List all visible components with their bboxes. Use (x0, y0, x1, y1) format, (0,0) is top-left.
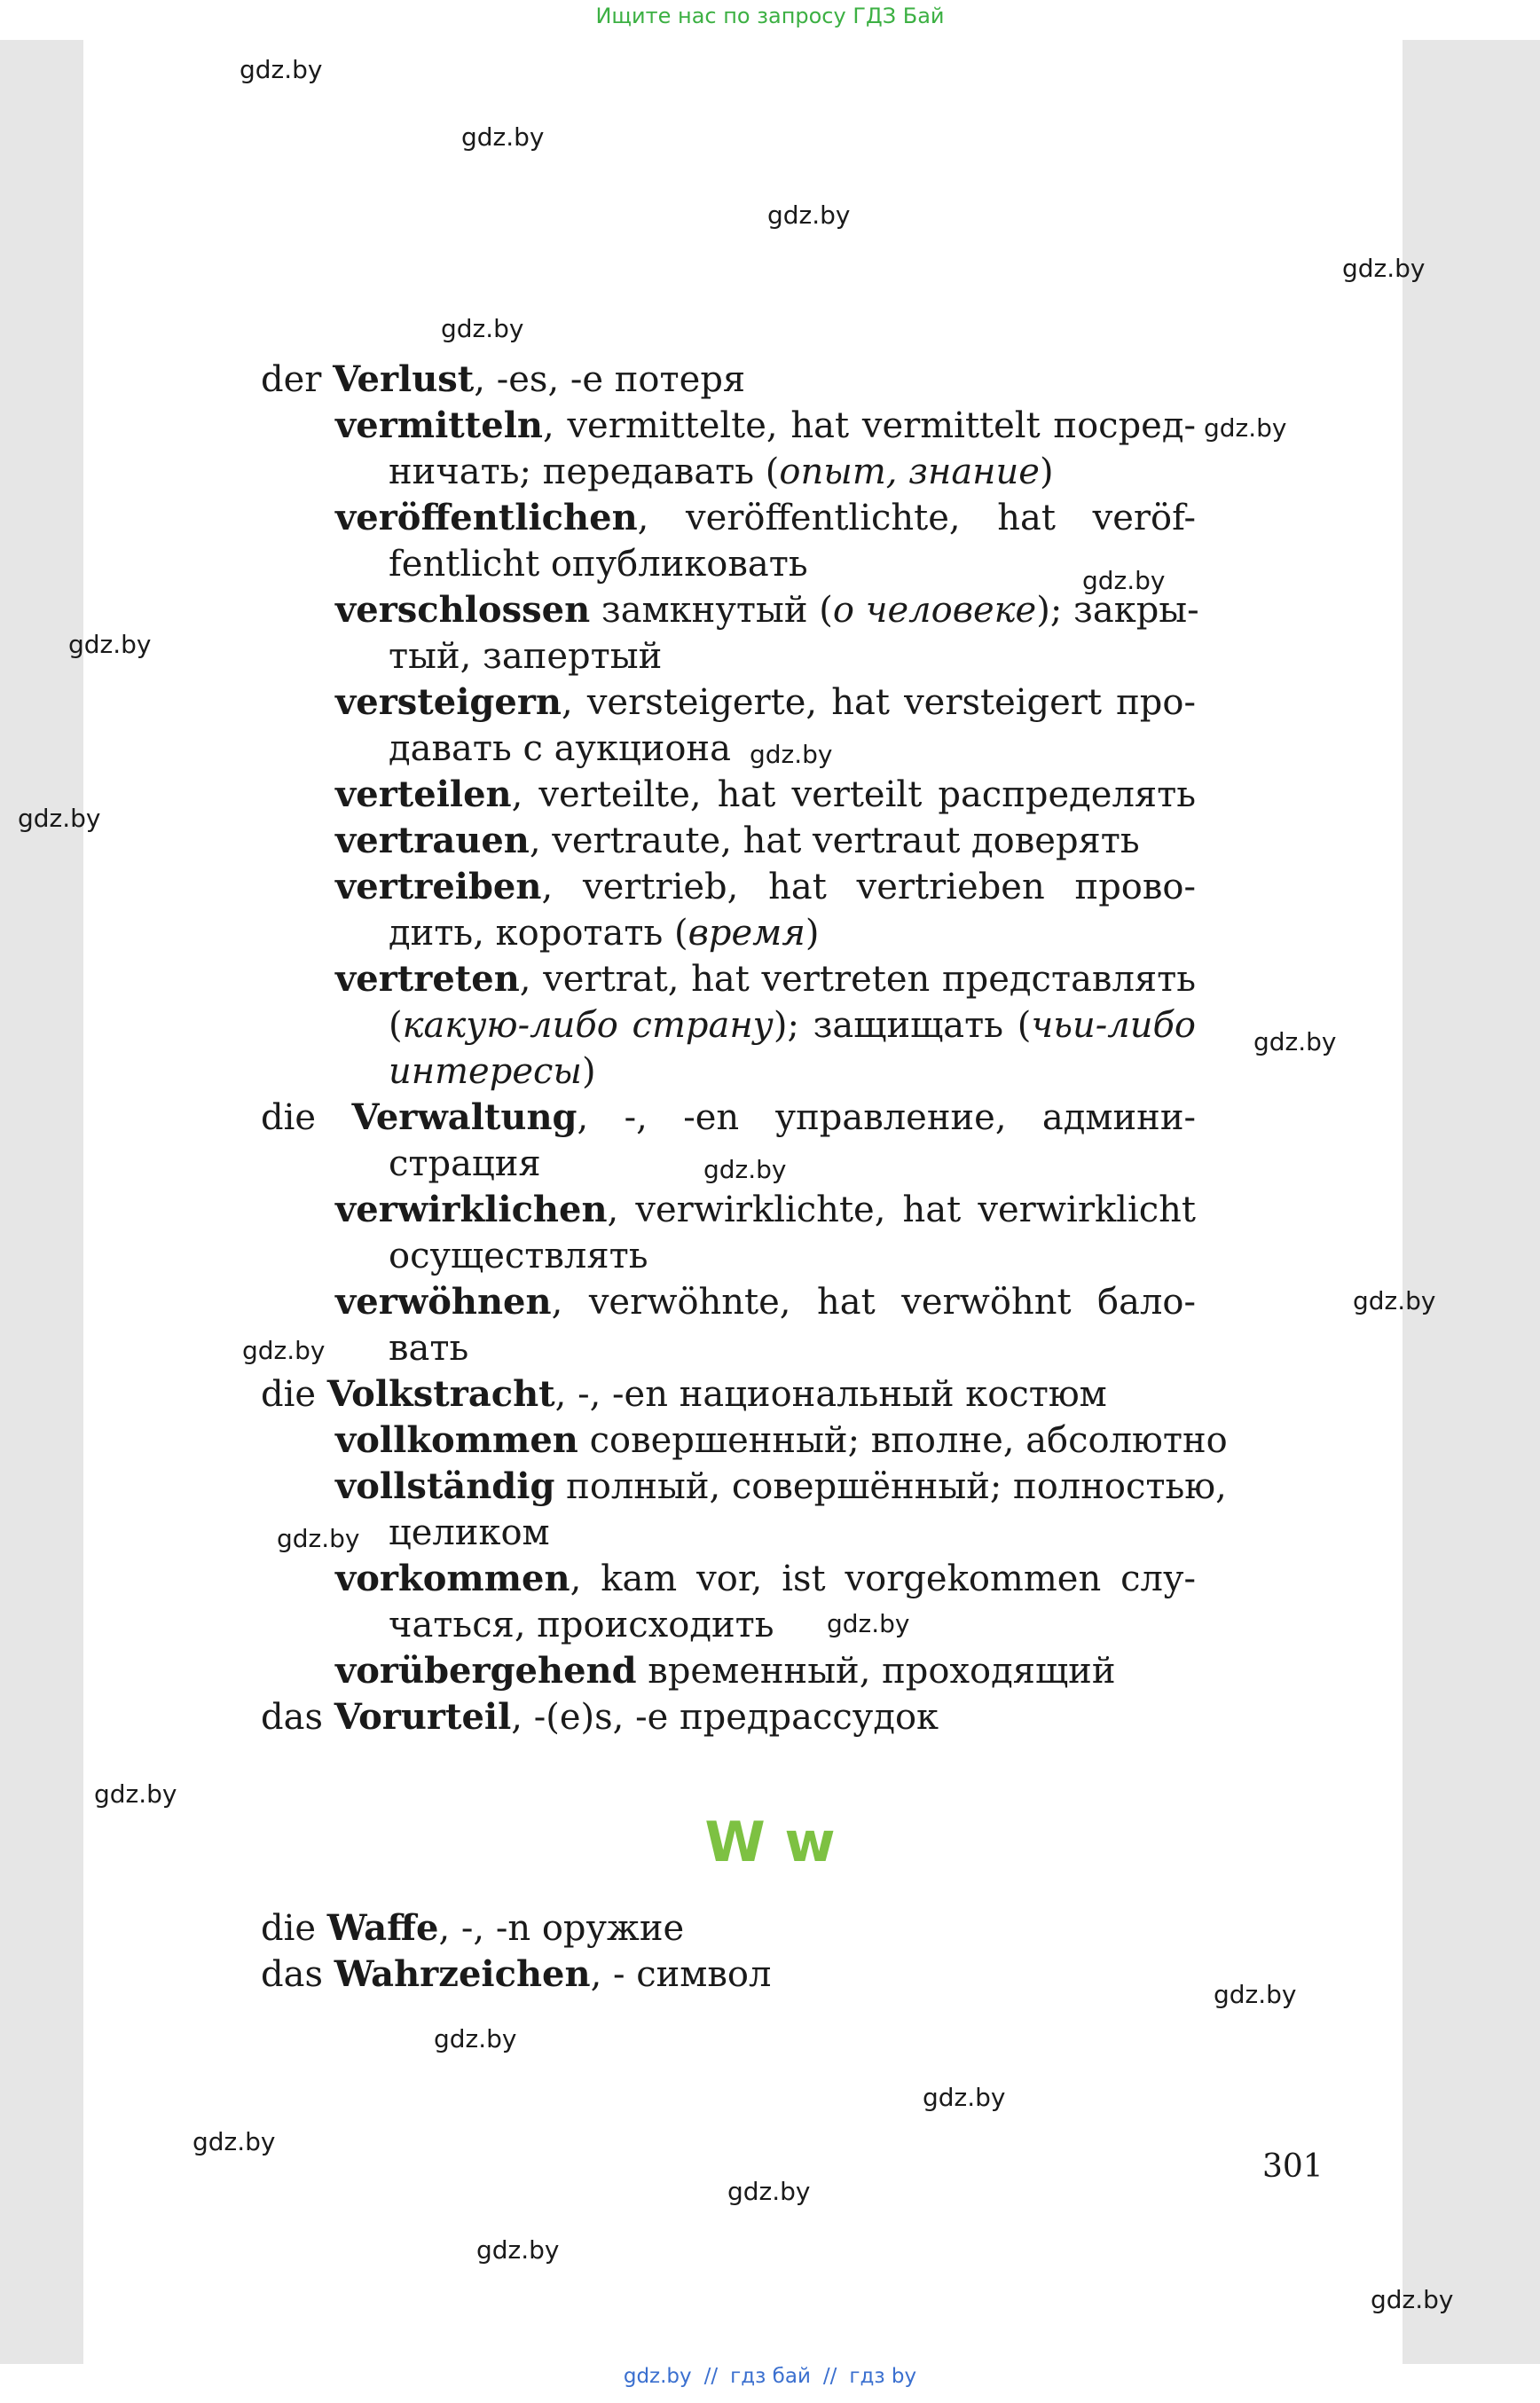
dictionary-entries-v (261, 357, 1228, 1740)
entry-line: тый, запертый (389, 636, 663, 677)
entry-line: vollkommen совершенный; вполне, абсолютно (335, 1419, 1228, 1461)
watermark: gdz.by (18, 804, 101, 833)
entry-line: vorkommen, kam vor, ist vorgekommen слу- (335, 1558, 1196, 1599)
watermark: gdz.by (703, 1155, 787, 1184)
watermark: gdz.by (240, 55, 323, 84)
footer-separator: // (822, 2365, 837, 2388)
watermark: gdz.by (94, 1779, 177, 1809)
watermark: gdz.by (277, 1524, 360, 1553)
entry-line: vollständig полный, совершённый; полностью, (335, 1465, 1227, 1507)
entry-line: verwirklichen, verwirklichte, hat verwirklicht (335, 1189, 1196, 1230)
entry-line: die Verwaltung, -, -en управление, админи- (261, 1096, 1196, 1138)
watermark: gdz.by (923, 2083, 1006, 2112)
entry-line: die Volkstracht, -, -en национальный костюм (261, 1373, 1107, 1415)
entry-line: страция (389, 1143, 541, 1184)
entry-line: дить, коротать (время) (389, 913, 820, 954)
entry-line: verschlossen замкнутый (о человеке); закры- (335, 589, 1199, 631)
watermark: gdz.by (1371, 2285, 1454, 2314)
watermark: gdz.by (461, 122, 545, 152)
watermark: gdz.by (767, 200, 851, 230)
footer-links (0, 2365, 1540, 2388)
entry-line: verwöhnen, verwöhnte, hat verwöhnt бало- (335, 1281, 1196, 1323)
entry-line: vertrauen, vertraute, hat vertraut доверять (335, 820, 1140, 861)
watermark: gdz.by (1353, 1286, 1436, 1315)
watermark: gdz.by (1214, 1980, 1297, 2009)
watermark: gdz.by (750, 740, 833, 769)
watermark: gdz.by (434, 2024, 517, 2054)
page-number: 301 (1262, 2148, 1324, 2185)
entry-line: ничать; передавать (опыт, знание) (389, 452, 1054, 492)
watermark: gdz.by (727, 2177, 811, 2206)
watermark: gdz.by (827, 1609, 910, 1638)
watermark: gdz.by (1204, 413, 1287, 443)
watermark: gdz.by (1342, 254, 1426, 283)
section-letter-heading: W w (704, 1810, 836, 1874)
footer-link-gdz-by[interactable]: gdz.by (623, 2365, 692, 2388)
entry-line: versteigern, versteigerte, hat versteigert про- (335, 681, 1196, 723)
watermark: gdz.by (441, 314, 524, 343)
entry-line: das Vorurteil, -(e)s, -e предрассудок (261, 1696, 939, 1738)
footer-link-gdz-bai[interactable]: гдз бай (730, 2365, 811, 2388)
entry-line: verteilen, verteilte, hat verteilt распределять (335, 774, 1196, 815)
entry-line: осуществлять (389, 1236, 648, 1276)
entry-line: интересы) (389, 1051, 596, 1092)
entry-line: der Verlust, -es, -e потеря (261, 358, 746, 400)
entry-line: vorübergehend временный, проходящий (335, 1650, 1116, 1692)
entry-line: (какую-либо страну); защищать (чьи-либо (389, 1005, 1196, 1046)
right-margin-band (1402, 40, 1540, 2364)
entry-line: vertreiben, vertrieb, hat vertrieben прово- (335, 866, 1196, 907)
watermark: gdz.by (242, 1336, 326, 1365)
watermark: gdz.by (476, 2235, 560, 2265)
top-banner[interactable]: Ищите нас по запросу ГДЗ Бай (595, 4, 945, 28)
watermark: gdz.by (68, 630, 152, 659)
entry-line: давать с аукциона (389, 728, 731, 769)
entry-line: fentlicht опубликовать (389, 544, 808, 585)
watermark: gdz.by (1253, 1027, 1337, 1056)
footer-separator: // (703, 2365, 719, 2388)
left-margin-band (0, 40, 83, 2364)
entry-line: das Wahrzeichen, - символ (261, 1953, 772, 1995)
entry-line: чаться, происходить (389, 1605, 774, 1645)
entry-line: vermitteln, vermittelte, hat vermittelt посред- (335, 404, 1196, 446)
entry-line: вать (389, 1328, 469, 1369)
watermark: gdz.by (192, 2127, 276, 2156)
footer-link-gdz-by-ru[interactable]: гдз by (849, 2365, 917, 2388)
entry-line: veröffentlichen, veröffentlichte, hat veröf- (335, 497, 1196, 538)
entry-line: die Waffe, -, -n оружие (261, 1907, 685, 1949)
dictionary-entries-w (261, 1905, 1196, 1998)
entry-line: vertreten, vertrat, hat vertreten представлять (335, 958, 1196, 1000)
entry-line: целиком (389, 1512, 550, 1553)
watermark: gdz.by (1082, 566, 1166, 595)
